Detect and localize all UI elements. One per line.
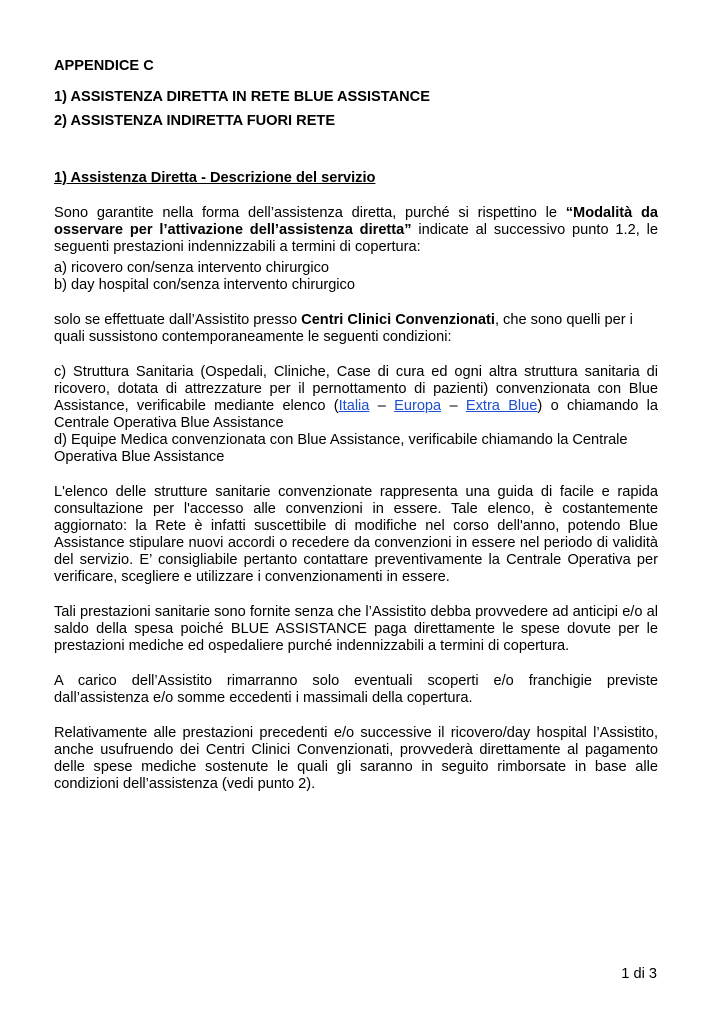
list-item-d: d) Equipe Medica convenzionata con Blue Assistance, verificabile chiamando la Centrale Operativa Blue Assistance bbox=[54, 432, 628, 465]
section-title: 1) Assistenza Diretta - Descrizione del servizio bbox=[54, 170, 376, 186]
paragraph-relativamente: Relativamente alle prestazioni precedenti e/o successive il ricovero/day hospital l’Assistito, anche usufruendo dei Centri Clinici Convenzionati, provvederà direttamente al pagamento delle spese mediche sostenute le quali gli saranno in seguito rimborsate in base alle condizioni dell’assistenza (vedi punto 2). bbox=[54, 725, 658, 792]
toc-item-indirect-assistance: 2) ASSISTENZA INDIRETTA FUORI RETE bbox=[54, 113, 336, 129]
paragraph-carico: A carico dell’Assistito rimarranno solo eventuali scoperti e/o franchigie previste dall’assistenza e/o somme eccedenti i massimali della copertura. bbox=[54, 673, 658, 706]
link-europa[interactable]: Europa bbox=[394, 398, 442, 414]
paragraph-elenco: L'elenco delle strutture sanitarie convenzionate rappresenta una guida di facile e rapida consultazione per l'accesso alle convenzioni in essere. Tale elenco, è costantemente aggiornato: la Rete è infatti suscettibile di modifiche nel corso dell'anno, potendo Blue Assistance stipulare nuovi accordi o recedere da convenzioni in essere nel periodo di validità del servizio. E’ consigliabile pertanto contattare preventivamente la Centrale Operativa per verificare, scegliere e utilizzare i convenzionamenti in essere. bbox=[54, 484, 658, 585]
link-extra-blue[interactable]: Extra Blue bbox=[465, 398, 538, 414]
intro-text-after: indicate al successivo punto 1.2, le seguenti prestazioni indennizzabili a termini di copertura: bbox=[54, 222, 658, 255]
list-c-text-before: c) Struttura Sanitaria (Ospedali, Cliniche, Case di cura ed ogni altra struttura sanitaria di ricovero, dotata di attrezzature per il pernottamento di pazienti) convenzionata con Blue Assistance, verificabile mediante elenco ( bbox=[54, 364, 658, 414]
toc-item-direct-assistance: 1) ASSISTENZA DIRETTA IN RETE BLUE ASSISTANCE bbox=[54, 89, 430, 105]
list-item-b: b) day hospital con/senza intervento chirurgico bbox=[54, 277, 355, 293]
page-number: 1 di 3 bbox=[621, 966, 657, 982]
list-item-a: a) ricovero con/senza intervento chirurgico bbox=[54, 260, 329, 276]
conditions-bold-text: Centri Clinici Convenzionati bbox=[301, 312, 495, 328]
paragraph-prestazioni: Tali prestazioni sanitarie sono fornite senza che l’Assistito debba provvedere ad anticipi e/o al saldo della spesa poiché BLUE ASSISTANCE paga direttamente le spese dovute per le prestazioni mediche ed ospedaliere purché indennizzabili a termini di copertura. bbox=[54, 604, 658, 654]
list-c-text-after: ) o chiamando la Centrale Operativa Blue Assistance bbox=[54, 398, 658, 431]
document-page bbox=[54, 58, 658, 793]
intro-bold-text: “Modalità da osservare per l’attivazione dell’assistenza diretta” bbox=[54, 205, 658, 238]
conditions-intro-paragraph bbox=[54, 312, 658, 346]
list-item-c bbox=[54, 364, 658, 432]
dash-separator: – bbox=[441, 398, 466, 414]
appendix-title: APPENDICE C bbox=[54, 58, 154, 74]
conditions-text-before: solo se effettuate dall’Assistito presso bbox=[54, 312, 302, 328]
intro-text-before: Sono garantite nella forma dell’assistenza diretta, purché si rispettino le bbox=[54, 205, 566, 221]
link-italia[interactable]: Italia bbox=[338, 398, 370, 414]
intro-paragraph bbox=[54, 205, 658, 256]
conditions-text-after: , che sono quelli per i quali sussistono contemporaneamente le seguenti condizioni: bbox=[54, 312, 633, 345]
dash-separator: – bbox=[369, 398, 395, 414]
